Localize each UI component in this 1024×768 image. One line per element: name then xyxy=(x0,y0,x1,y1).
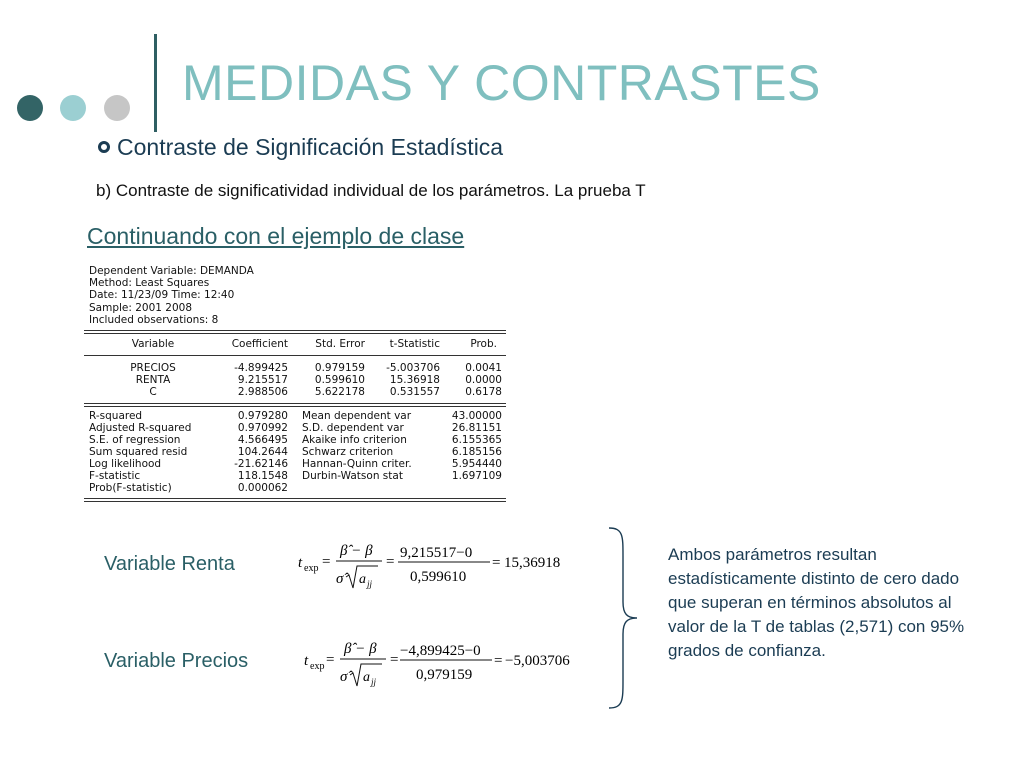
stat-label: Durbin-Watson stat xyxy=(302,470,403,482)
stat-label: Schwarz criterion xyxy=(302,446,394,458)
stat-value: 0.000062 xyxy=(237,482,288,494)
stat-label: F-statistic xyxy=(89,470,141,482)
coefficient: -4.899425 xyxy=(234,362,288,374)
variable-name: C xyxy=(149,386,157,398)
decor-dot-1 xyxy=(17,95,43,121)
t-formula-precios xyxy=(302,636,592,694)
example-link[interactable]: Continuando con el ejemplo de clase xyxy=(87,223,465,249)
svg-text:a: a xyxy=(359,572,366,587)
t-formula-renta xyxy=(296,538,586,596)
numerator: 9,215517−0 xyxy=(400,545,473,561)
stat-value: -21.62146 xyxy=(234,458,288,470)
section-heading: Contraste de Significación Estadística xyxy=(117,134,504,160)
stat-label: Adjusted R-squared xyxy=(89,422,192,434)
column-header: Prob. xyxy=(470,338,497,350)
section-subheading: b) Contraste de significatividad individual de los parámetros. La prueba T xyxy=(96,181,646,200)
stat-value: 5.954440 xyxy=(451,458,502,470)
stat-value: 43.00000 xyxy=(451,410,502,422)
stat-value: 4.566495 xyxy=(237,434,288,446)
result: 15,36918 xyxy=(504,555,561,571)
t-subscript: exp xyxy=(310,661,325,672)
std-error: 5.622178 xyxy=(314,386,365,398)
column-header: Std. Error xyxy=(315,338,365,350)
t-statistic: 0.531557 xyxy=(389,386,440,398)
bullet-icon xyxy=(98,141,110,153)
svg-text:=: = xyxy=(390,652,399,668)
svg-text:σ̂: σ̂ xyxy=(336,571,344,587)
right-brace-icon xyxy=(603,526,643,710)
std-error: 0.979159 xyxy=(314,362,365,374)
stat-label: S.D. dependent var xyxy=(302,422,404,434)
svg-text:=: = xyxy=(494,653,503,669)
stat-label: S.E. of regression xyxy=(89,434,181,446)
table-rule xyxy=(84,403,506,407)
stat-label: Hannan-Quinn criter. xyxy=(302,458,412,470)
table-rule xyxy=(84,355,506,356)
stat-value: 26.81151 xyxy=(451,422,502,434)
info-line: Included observations: 8 xyxy=(89,314,219,326)
coefficient: 9.215517 xyxy=(237,374,288,386)
svg-text:β̂ − β: β̂ − β xyxy=(344,641,377,657)
info-line: Date: 11/23/09 Time: 12:40 xyxy=(89,289,235,301)
std-error: 0.599610 xyxy=(314,374,365,386)
info-line: Sample: 2001 2008 xyxy=(89,302,193,314)
numerator: −4,899425−0 xyxy=(400,643,481,659)
prob: 0.6178 xyxy=(465,386,502,398)
column-header: Coefficient xyxy=(231,338,288,350)
stat-value: 0.970992 xyxy=(237,422,288,434)
stat-label: Prob(F-statistic) xyxy=(89,482,172,494)
title-divider xyxy=(154,34,157,132)
variable-name: RENTA xyxy=(135,374,171,386)
stat-label: Mean dependent var xyxy=(302,410,412,422)
denominator: 0,599610 xyxy=(410,569,467,585)
svg-text:=: = xyxy=(326,652,335,668)
result: −5,003706 xyxy=(505,653,570,669)
table-rule xyxy=(84,330,506,334)
prob: 0.0000 xyxy=(465,374,502,386)
sqrt-subscript: jj xyxy=(371,677,377,687)
decor-dot-3 xyxy=(104,95,130,121)
denominator: 0,979159 xyxy=(416,667,473,683)
stat-value: 6.155365 xyxy=(451,434,502,446)
stat-value: 1.697109 xyxy=(451,470,502,482)
variable-name: PRECIOS xyxy=(130,362,176,374)
stat-label: Akaike info criterion xyxy=(302,434,407,446)
t-statistic: -5.003706 xyxy=(386,362,440,374)
stat-value: 104.2644 xyxy=(237,446,288,458)
table-rule xyxy=(84,498,506,502)
svg-text:=: = xyxy=(322,554,331,570)
t-subscript: exp xyxy=(304,563,319,574)
conclusion-note: Ambos parámetros resultan estadísticamente distinto de cero dado que superan en términos absolutos al valor de la T de tablas (2,571) con 95% grados de confianza. xyxy=(668,545,965,660)
svg-text:a: a xyxy=(363,670,370,685)
sqrt-subscript: jj xyxy=(367,579,373,589)
stat-value: 0.979280 xyxy=(237,410,288,422)
stat-label: Sum squared resid xyxy=(89,446,188,458)
svg-text:β̂ − β: β̂ − β xyxy=(340,543,373,559)
svg-text:t: t xyxy=(298,555,303,571)
stat-label: R-squared xyxy=(89,410,143,422)
coefficient: 2.988506 xyxy=(237,386,288,398)
prob: 0.0041 xyxy=(465,362,502,374)
variable-precios-label: Variable Precios xyxy=(104,650,249,672)
svg-text:t: t xyxy=(304,653,309,669)
page-title: MEDIDAS Y CONTRASTES xyxy=(182,55,821,111)
decor-dot-2 xyxy=(60,95,86,121)
variable-renta-label: Variable Renta xyxy=(104,553,235,575)
stat-label: Log likelihood xyxy=(89,458,162,470)
column-header: Variable xyxy=(131,338,175,350)
stat-value: 118.1548 xyxy=(237,470,288,482)
info-line: Method: Least Squares xyxy=(89,277,210,289)
stat-value: 6.185156 xyxy=(451,446,502,458)
column-header: t-Statistic xyxy=(389,338,440,350)
info-line: Dependent Variable: DEMANDA xyxy=(89,265,254,277)
svg-text:=: = xyxy=(492,555,501,571)
svg-text:=: = xyxy=(386,554,395,570)
svg-text:σ̂: σ̂ xyxy=(340,669,348,685)
t-statistic: 15.36918 xyxy=(389,374,440,386)
